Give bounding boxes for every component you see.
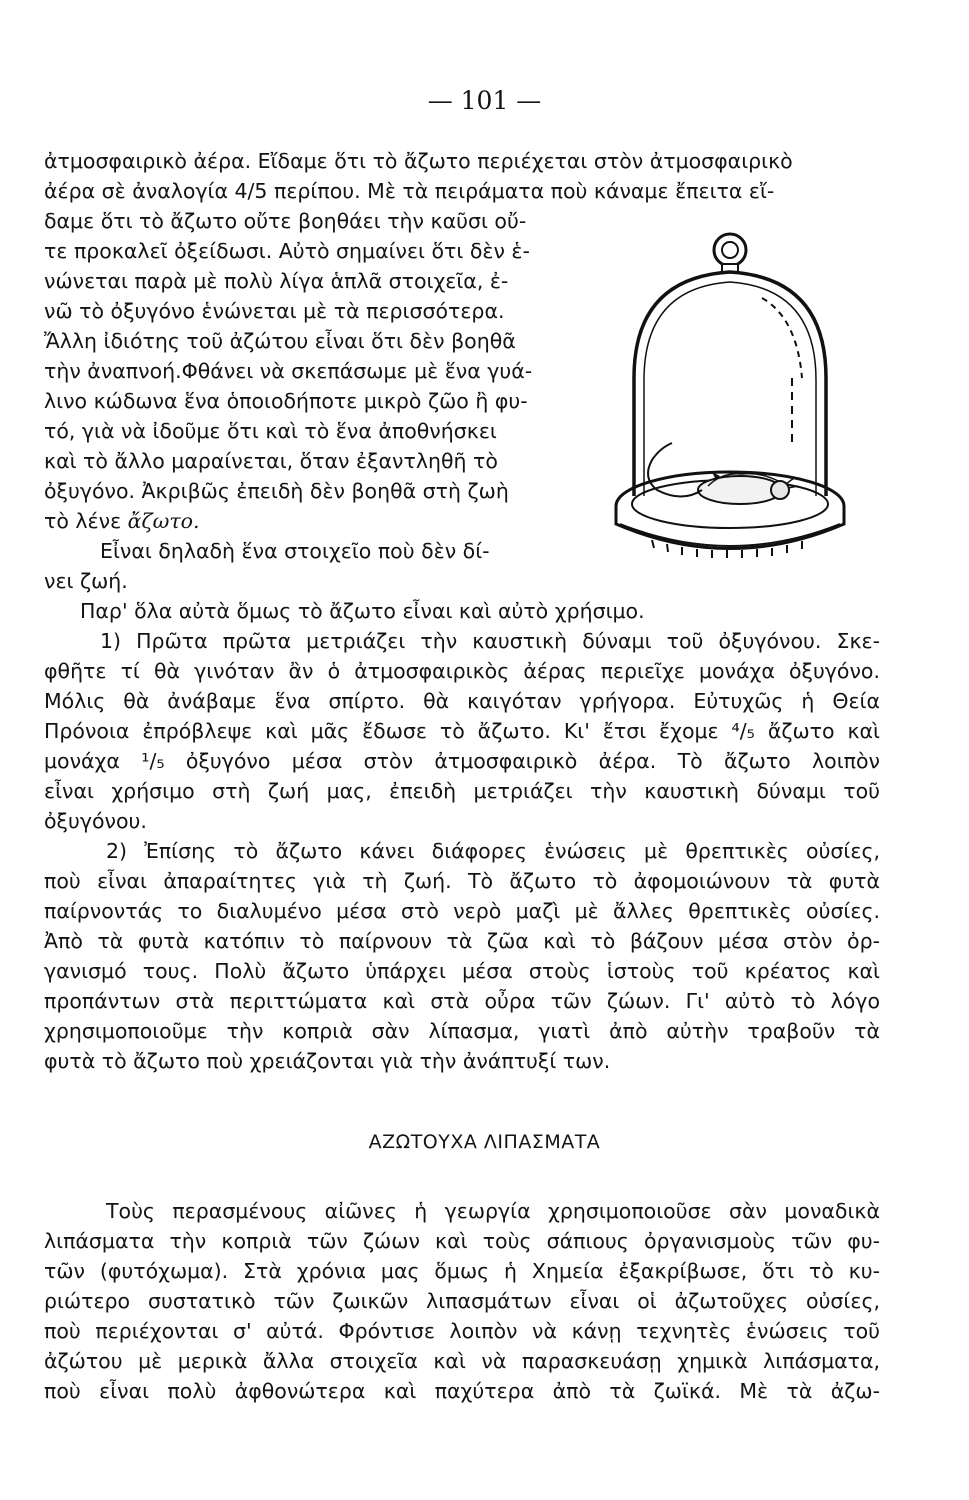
text-line: χρησιμοποιοῦμε τὴν κοπριὰ σὰν λίπασμα, γιατὶ ἀπὸ αὐτὴν τραβοῦν τὰ: [44, 1019, 880, 1043]
section-heading: ΑΖΩΤΟΥΧΑ ΛΙΠΑΣΜΑΤΑ: [368, 1131, 601, 1153]
section-body: [44, 1196, 880, 1406]
text-line: τε προκαλεῖ ὀξείδωσι. Αὐτὸ σημαίνει ὅτι δὲν ἑ-: [44, 239, 530, 263]
text-line: ποὺ εἶναι πολὺ ἀφθονώτερα καὶ παχύτερα ἀπὸ τὰ ζωϊκά. Μὲ τὰ ἀζω-: [44, 1379, 880, 1403]
text-line: Ἄλλη ἰδιότης τοῦ ἀζώτου εἶναι ὅτι δὲν βοηθᾶ: [44, 329, 516, 353]
text-line: ριώτερο συστατικὸ τῶν ζωικῶν λιπασμάτων εἶναι οἱ ἀζωτοῦχες οὐσίες,: [44, 1289, 880, 1313]
text-line: λινο κώδωνα ἕνα ὁποιοδήποτε μικρὸ ζῶο ἢ φυ-: [44, 389, 528, 413]
bell-jar-illustration: [612, 228, 848, 558]
text-line: ποὺ εἶναι ἀπαραίτητες γιὰ τὴ ζωή. Τὸ ἄζωτο τὸ ἀφομοιώνουν τὰ φυτὰ: [44, 869, 880, 893]
term-nitrogen: ἄζωτο.: [127, 509, 200, 533]
text-line: νῶ τὸ ὀξυγόνο ἑνώνεται μὲ τὰ περισσότερα.: [44, 299, 505, 323]
text-line: νει ζωή.: [44, 569, 128, 593]
text-line: εἶναι χρήσιμο στὴ ζωή μας, ἐπειδὴ μετριάζει τὴν καυστικὴ δύναμι τοῦ: [44, 779, 880, 803]
text-line: μονάχα ¹/₅ ὀξυγόνο μέσα στὸν ἀτμοσφαιρικὸ ἀέρα. Τὸ ἄζωτο λοιπὸν: [44, 749, 880, 773]
text-line: τῶν (φυτόχωμα). Στὰ χρόνια μας ὅμως ἡ Χημεία ἐξακρίβωσε, ὅτι τὸ κυ-: [44, 1259, 880, 1283]
text-line: Τοὺς περασμένους αἰῶνες ἡ γεωργία χρησιμοποιοῦσε σὰν μοναδικὰ: [106, 1199, 880, 1223]
text-line: ποὺ περιέχονται σ' αὐτά. Φρόντισε λοιπὸν νὰ κάνῃ τεχνητὲς ἑνώσεις τοῦ: [44, 1319, 880, 1343]
text-line: ἀζώτου μὲ μερικὰ ἄλλα στοιχεῖα καὶ νὰ παρασκευάσῃ χημικὰ λιπάσματα,: [44, 1349, 880, 1373]
text-line: λιπάσματα τὴν κοπριὰ τῶν ζώων καὶ τοὺς σάπιους ὀργανισμοὺς τῶν φυ-: [44, 1229, 880, 1253]
text-line: Παρ' ὅλα αὐτὰ ὅμως τὸ ἄζωτο εἶναι καὶ αὐτὸ χρήσιμο.: [80, 599, 645, 623]
text-line: ὀξυγόνου.: [44, 809, 147, 833]
text-line: ἀέρα σὲ ἀναλογία 4/5 περίπου. Μὲ τὰ πειράματα ποὺ κάναμε ἔπειτα εἴ-: [44, 179, 775, 203]
text-line: τό, γιὰ νὰ ἰδοῦμε ὅτι καὶ τὸ ἕνα ἀποθνήσκει: [44, 419, 497, 443]
text-line: Πρόνοια ἐπρόβλεψε καὶ μᾶς ἔδωσε τὸ ἄζωτο. Κι' ἔτσι ἔχομε ⁴/₅ ἄζωτο καὶ: [44, 719, 880, 743]
text-line: προπάντων στὰ περιττώματα καὶ στὰ οὖρα τῶν ζώων. Γι' αὐτὸ τὸ λόγο: [44, 989, 880, 1013]
text-line: φυτὰ τὸ ἄζωτο ποὺ χρειάζονται γιὰ τὴν ἀνάπτυξί των.: [44, 1049, 611, 1073]
text-line: Ἀπὸ τὰ φυτὰ κατόπιν τὸ παίρνουν τὰ ζῶα καὶ τὸ βάζουν μέσα στὸν ὀρ-: [44, 929, 880, 953]
page-number: — 101 —: [427, 86, 542, 115]
text-line: καὶ τὸ ἄλλο μαραίνεται, ὅταν ἐξαντληθῆ τὸ: [44, 449, 498, 473]
text-line: Εἶναι δηλαδὴ ἕνα στοιχεῖο ποὺ δὲν δί-: [100, 539, 490, 563]
text-fragment: τὸ λένε: [44, 509, 128, 533]
main-body: [44, 596, 880, 1076]
text-line: 1) Πρῶτα πρῶτα μετριάζει τὴν καυστικὴ δύναμι τοῦ ὀξυγόνου. Σκε-: [100, 629, 880, 653]
text-line: νώνεται παρὰ μὲ πολὺ λίγα ἁπλᾶ στοιχεῖα, ἐ-: [44, 269, 509, 293]
text-line: Μόλις θὰ ἀνάβαμε ἕνα σπίρτο. θὰ καιγόταν γρήγορα. Εὐτυχῶς ἡ Θεία: [44, 689, 880, 713]
text-line: παίρνοντάς το διαλυμένο μέσα στὸ νερὸ μαζὶ μὲ ἄλλες θρεπτικὲς οὐσίες.: [44, 899, 880, 923]
text-line: τὴν ἀναπνοή.Φθάνει νὰ σκεπάσωμε μὲ ἕνα γυά-: [44, 359, 533, 383]
text-line: ὀξυγόνο. Ἀκριβῶς ἐπειδὴ δὲν βοηθᾶ στὴ ζωὴ: [44, 479, 509, 503]
text-line: ἀτμοσφαιρικὸ ἀέρα. Εἴδαμε ὅτι τὸ ἄζωτο περιέχεται στὸν ἀτμοσφαιρικὸ: [44, 149, 793, 173]
text-line: δαμε ὅτι τὸ ἄζωτο οὔτε βοηθάει τὴν καῦσι οὔ-: [44, 209, 527, 233]
text-line: 2) Ἐπίσης τὸ ἄζωτο κάνει διάφορες ἑνώσεις μὲ θρεπτικὲς οὐσίες,: [106, 839, 880, 863]
text-line: γανισμό τους. Πολὺ ἄζωτο ὑπάρχει μέσα στοὺς ἱστοὺς τοῦ κρέατος καὶ: [44, 959, 880, 983]
text-line: φθῆτε τί θὰ γινόταν ἂν ὁ ἀτμοσφαιρικὸς ἀέρας περιεῖχε μονάχα ὀξυγόνο.: [44, 659, 880, 683]
